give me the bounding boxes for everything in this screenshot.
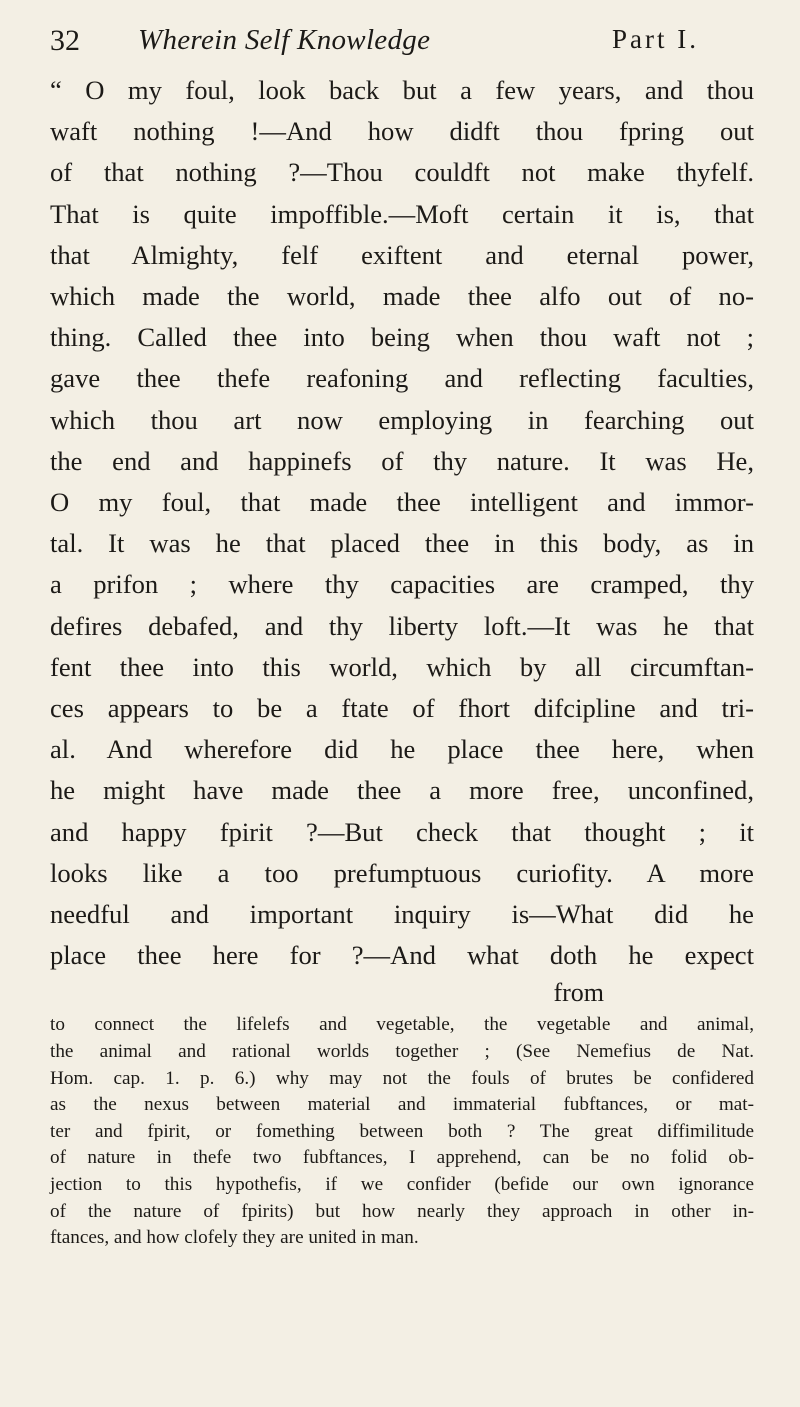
text-line: gave thee thefe reafoning and reflecting faculties, bbox=[50, 363, 754, 394]
text-line: thing. Called thee into being when thou waft not ; bbox=[50, 322, 754, 353]
main-text bbox=[50, 70, 754, 976]
footnote bbox=[50, 1012, 754, 1251]
text-line: looks like a too prefumptuous curiofity. A more bbox=[50, 857, 754, 888]
text-line: that Almighty, felf exiftent and eternal power, bbox=[50, 239, 754, 270]
text-line: the end and happinefs of thy nature. It was He, bbox=[50, 445, 754, 476]
text-line: waft nothing !—And how didft thou fpring out bbox=[50, 116, 754, 147]
text-line: needful and important inquiry is—What did he bbox=[50, 899, 754, 930]
text-line: O my foul, that made thee intelligent and immor- bbox=[50, 487, 754, 518]
text-line: “ O my foul, look back but a few years, and thou bbox=[50, 75, 754, 105]
text-line: place thee here for ?—And what doth he expect bbox=[50, 940, 754, 971]
page-number: 32 bbox=[50, 24, 80, 57]
part-label: Part I. bbox=[612, 24, 699, 54]
text-line: That is quite impoffible.—Moft certain it is, that bbox=[50, 198, 754, 229]
catchword: from bbox=[553, 978, 604, 1008]
text-line: which thou art now employing in fearching out bbox=[50, 404, 754, 435]
footnote-line: jection to this hypothefis, if we confider (befide our own ignorance bbox=[50, 1174, 754, 1196]
footnote-line: to connect the lifelefs and vegetable, the vegetable and animal, bbox=[50, 1014, 754, 1036]
text-line: of that nothing ?—Thou couldft not make thyfelf. bbox=[50, 157, 754, 188]
text-line: tal. It was he that placed thee in this body, as in bbox=[50, 528, 754, 559]
text-line: and happy fpirit ?—But check that thought ; it bbox=[50, 816, 754, 847]
footnote-line: as the nexus between material and immaterial fubftances, or mat- bbox=[50, 1094, 754, 1116]
running-head bbox=[50, 18, 754, 70]
text-line: a prifon ; where thy capacities are cramped, thy bbox=[50, 569, 754, 600]
footnote-line: of nature in thefe two fubftances, I apprehend, can be no folid ob- bbox=[50, 1147, 754, 1169]
text-line: he might have made thee a more free, unconfined, bbox=[50, 775, 754, 806]
text-line: al. And wherefore did he place thee here, when bbox=[50, 734, 754, 765]
text-line: which made the world, made thee alfo out of no- bbox=[50, 281, 754, 312]
running-title: Wherein Self Knowledge bbox=[138, 24, 431, 56]
footnote-line: of the nature of fpirits) but how nearly they approach in other in- bbox=[50, 1200, 754, 1222]
text-line: ces appears to be a ftate of fhort difcipline and tri- bbox=[50, 693, 754, 724]
text-line: defires debafed, and thy liberty loft.—It was he that bbox=[50, 610, 754, 641]
footnote-line: ftances, and how clofely they are united in man. bbox=[50, 1227, 419, 1249]
footnote-line: Hom. cap. 1. p. 6.) why may not the fouls of brutes be confidered bbox=[50, 1067, 754, 1089]
footnote-line: ter and fpirit, or fomething between both ? The great diffimilitude bbox=[50, 1120, 754, 1142]
text-line: fent thee into this world, which by all circumftan- bbox=[50, 651, 754, 682]
footnote-line: the animal and rational worlds together ; (See Nemefius de Nat. bbox=[50, 1041, 754, 1063]
